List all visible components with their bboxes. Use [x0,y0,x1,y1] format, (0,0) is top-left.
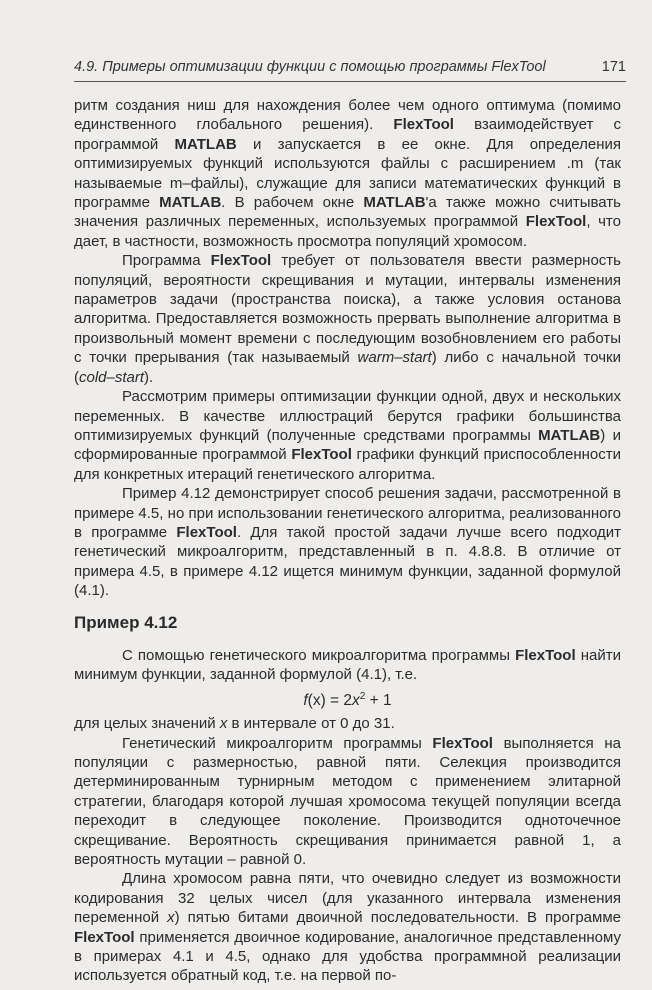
main-text [74,96,621,986]
example-heading: Пример 4.12 [74,612,178,632]
header-rule [74,81,626,82]
paragraph-8: Длина хромосом равна пяти, что очевидно следует из возможности кодирования 32 целых чисел (для указанного интервала изменения переменной x) пятью битами двоичной последовательности. В программе FlexTool применяется двоичное кодирование, аналогичное представленному в примерах 4.1 и 4.5, однако для удобства программной реализации используется обратный код, т.е. на первой по- [74,870,621,985]
paragraph-4: Пример 4.12 демонстрирует способ решения задачи, рассмотренной в примере 4.5, но при использовании генетического алгоритма, реализованного в программе FlexTool. Для такой простой задачи лучше всего подходит генетический микроалгоритм, представленный в п. 4.8.8. В отличие от примера 4.5, в примере 4.12 ищется минимум функции, заданной формулой (4.1). [74,485,621,600]
paragraph-3: Рассмотрим примеры оптимизации функции одной, двух и нескольких переменных. В качестве иллюстраций берутся графики большинства оптимизируемых функций (полученные средствами программы MATLAB) и сформированные программой FlexTool графики функций приспособленности для конкретных итераций генетического алгоритма. [74,388,621,483]
paragraph-1: ритм создания ниш для нахождения более чем одного оптимума (помимо единственного глобального решения). FlexTool взаимодействует с программой MATLAB и запускается в ее окне. Для определения оптимизируемых функций используются файлы с расширением .m (так называемые m–файлы), служащие для записи математических функций в программе MATLAB. В рабочем окне MATLAB'а также можно считывать значения различных переменных, используемых программой FlexTool, что дает, в частности, возможность просмотра популяций хромосом. [74,97,621,250]
running-header [74,58,630,76]
formula: $f(x) = 2x^2 + 1$ [303,690,392,709]
paragraph-7: Генетический микроалгоритм программы FlexTool выполняется на популяции с размерностью, равной пяти. Селекция производится детерминированным турнирным методом с применением элитарной стратегии, благодаря которой лучшая хромосома текущей популяции всегда переходит в следующее поколение. Производится одноточечное скрещивание. Вероятность скрещивания принимается равной 1, а вероятность мутации – равной 0. [74,734,621,869]
paragraph-5: С помощью генетического микроалгоритма программы FlexTool найти минимум функции, заданной формулой (4.1), т.е. [74,646,621,684]
page-number: 171 [601,59,626,75]
paragraph-2: Программа FlexTool требует от пользователя ввести размерность популяций, вероятности скрещивания и мутации, интервалы изменения параметров задачи (пространства поиска), а также условия останова алгоритма. Предоставляется возможность прервать выполнение алгоритма в произвольный момент времени с последующим возобновлением его работы с точки прерывания (так называемый warm–start) либо с начальной точки (cold–start). [74,252,621,386]
chapter-title: 4.9. Примеры оптимизации функции с помощью программы FlexTool [74,59,546,75]
paragraph-6: для целых значений x в интервале от 0 до 31. [74,715,395,733]
